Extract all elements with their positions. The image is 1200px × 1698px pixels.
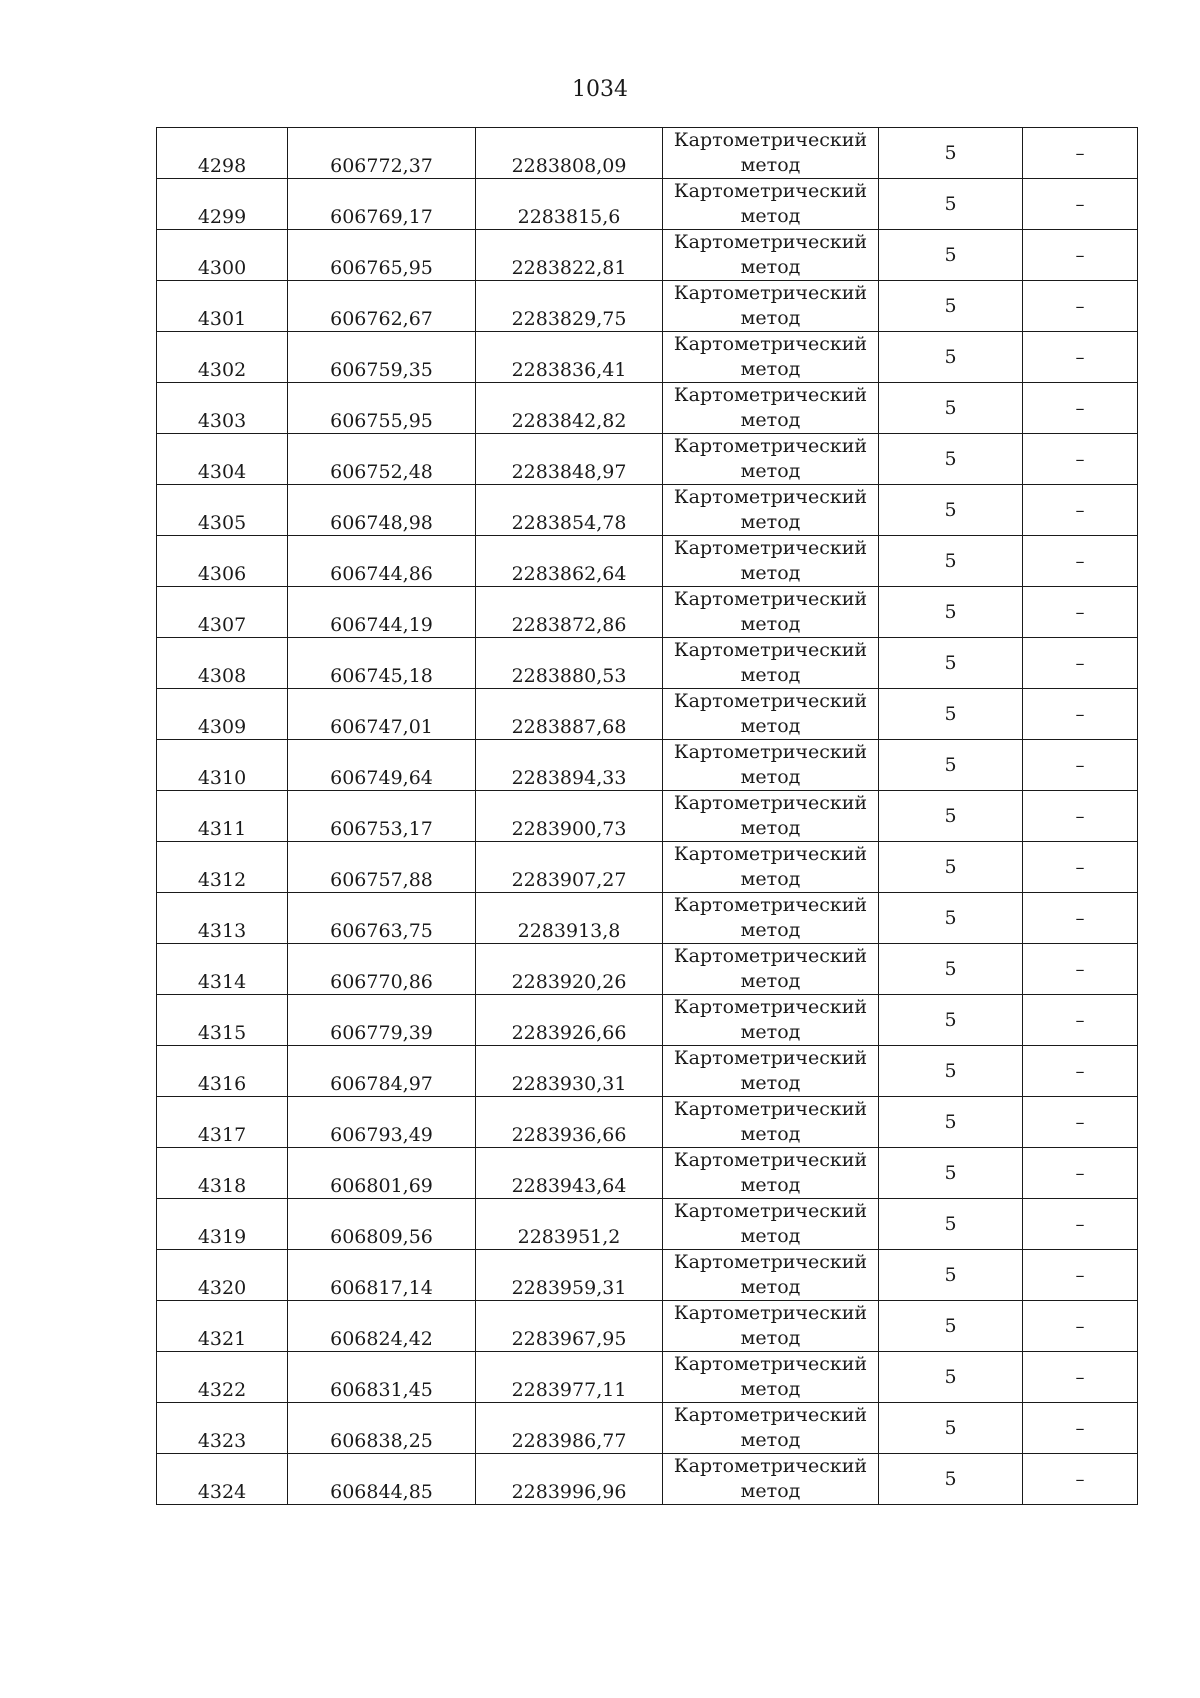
accuracy-cell: 5 — [879, 1454, 1023, 1505]
x-coordinate-cell: 606763,75 — [288, 893, 476, 944]
accuracy-cell: 5 — [879, 791, 1023, 842]
method-line-1: Картометрический — [673, 690, 868, 712]
point-number-cell: 4307 — [157, 587, 288, 638]
method-line-1: Картометрический — [673, 945, 868, 967]
method-cell — [663, 893, 879, 944]
table-row — [157, 1097, 1138, 1148]
note-cell — [1023, 638, 1138, 689]
x-coordinate-cell: 606745,18 — [288, 638, 476, 689]
method-line-1: Картометрический — [673, 588, 868, 610]
dash-mark: – — [1075, 1214, 1085, 1235]
method-line-1: Картометрический — [673, 1200, 868, 1222]
table-row — [157, 842, 1138, 893]
accuracy-cell: 5 — [879, 281, 1023, 332]
table-row — [157, 128, 1138, 179]
table-row — [157, 995, 1138, 1046]
accuracy-cell: 5 — [879, 383, 1023, 434]
point-number-cell: 4321 — [157, 1301, 288, 1352]
note-cell — [1023, 1046, 1138, 1097]
method-line-1: Картометрический — [673, 129, 868, 151]
x-coordinate-cell: 606744,19 — [288, 587, 476, 638]
method-line-1: Картометрический — [673, 894, 868, 916]
method-line-2: метод — [740, 970, 801, 992]
method-cell — [663, 842, 879, 893]
dash-mark: – — [1075, 602, 1085, 623]
table-row — [157, 1148, 1138, 1199]
y-coordinate-cell: 2283936,66 — [476, 1097, 663, 1148]
method-line-2: метод — [740, 307, 801, 329]
method-line-2: метод — [740, 715, 801, 737]
note-cell — [1023, 1097, 1138, 1148]
x-coordinate-cell: 606762,67 — [288, 281, 476, 332]
method-cell — [663, 638, 879, 689]
method-cell — [663, 485, 879, 536]
method-cell — [663, 230, 879, 281]
x-coordinate-cell: 606752,48 — [288, 434, 476, 485]
accuracy-cell: 5 — [879, 536, 1023, 587]
method-cell — [663, 332, 879, 383]
method-line-1: Картометрический — [673, 1047, 868, 1069]
method-cell — [663, 1199, 879, 1250]
table-row — [157, 1403, 1138, 1454]
method-line-1: Картометрический — [673, 231, 868, 253]
dash-mark: – — [1075, 143, 1085, 164]
note-cell — [1023, 1199, 1138, 1250]
method-cell — [663, 1454, 879, 1505]
table-row — [157, 893, 1138, 944]
dash-mark: – — [1075, 551, 1085, 572]
method-line-2: метод — [740, 1327, 801, 1349]
method-cell — [663, 1352, 879, 1403]
accuracy-cell: 5 — [879, 740, 1023, 791]
x-coordinate-cell: 606757,88 — [288, 842, 476, 893]
x-coordinate-cell: 606817,14 — [288, 1250, 476, 1301]
dash-mark: – — [1075, 1469, 1085, 1490]
y-coordinate-cell: 2283967,95 — [476, 1301, 663, 1352]
method-line-2: метод — [740, 1276, 801, 1298]
dash-mark: – — [1075, 1112, 1085, 1133]
y-coordinate-cell: 2283848,97 — [476, 434, 663, 485]
y-coordinate-cell: 2283926,66 — [476, 995, 663, 1046]
dash-mark: – — [1075, 1316, 1085, 1337]
table-row — [157, 1046, 1138, 1097]
y-coordinate-cell: 2283854,78 — [476, 485, 663, 536]
method-cell — [663, 689, 879, 740]
x-coordinate-cell: 606753,17 — [288, 791, 476, 842]
table-row — [157, 536, 1138, 587]
note-cell — [1023, 842, 1138, 893]
method-line-1: Картометрический — [673, 486, 868, 508]
method-line-2: метод — [740, 1429, 801, 1451]
y-coordinate-cell: 2283880,53 — [476, 638, 663, 689]
accuracy-cell: 5 — [879, 995, 1023, 1046]
method-line-1: Картометрический — [673, 1149, 868, 1171]
note-cell — [1023, 230, 1138, 281]
method-line-2: метод — [740, 409, 801, 431]
point-number-cell: 4316 — [157, 1046, 288, 1097]
y-coordinate-cell: 2283900,73 — [476, 791, 663, 842]
dash-mark: – — [1075, 806, 1085, 827]
note-cell — [1023, 944, 1138, 995]
y-coordinate-cell: 2283842,82 — [476, 383, 663, 434]
x-coordinate-cell: 606755,95 — [288, 383, 476, 434]
point-number-cell: 4319 — [157, 1199, 288, 1250]
x-coordinate-cell: 606779,39 — [288, 995, 476, 1046]
table-row — [157, 689, 1138, 740]
dash-mark: – — [1075, 398, 1085, 419]
method-cell — [663, 740, 879, 791]
accuracy-cell: 5 — [879, 1352, 1023, 1403]
point-number-cell: 4299 — [157, 179, 288, 230]
method-line-2: метод — [740, 1072, 801, 1094]
y-coordinate-cell: 2283951,2 — [476, 1199, 663, 1250]
method-cell — [663, 995, 879, 1046]
accuracy-cell: 5 — [879, 230, 1023, 281]
dash-mark: – — [1075, 194, 1085, 215]
note-cell — [1023, 1352, 1138, 1403]
table-row — [157, 1199, 1138, 1250]
dash-mark: – — [1075, 959, 1085, 980]
note-cell — [1023, 536, 1138, 587]
x-coordinate-cell: 606838,25 — [288, 1403, 476, 1454]
y-coordinate-cell: 2283907,27 — [476, 842, 663, 893]
note-cell — [1023, 179, 1138, 230]
accuracy-cell: 5 — [879, 689, 1023, 740]
x-coordinate-cell: 606831,45 — [288, 1352, 476, 1403]
method-line-1: Картометрический — [673, 537, 868, 559]
table-row — [157, 1454, 1138, 1505]
accuracy-cell: 5 — [879, 332, 1023, 383]
method-line-2: метод — [740, 562, 801, 584]
method-line-2: метод — [740, 664, 801, 686]
x-coordinate-cell: 606744,86 — [288, 536, 476, 587]
method-line-2: метод — [740, 205, 801, 227]
x-coordinate-cell: 606801,69 — [288, 1148, 476, 1199]
note-cell — [1023, 1454, 1138, 1505]
dash-mark: – — [1075, 1010, 1085, 1031]
point-number-cell: 4308 — [157, 638, 288, 689]
dash-mark: – — [1075, 449, 1085, 470]
x-coordinate-cell: 606784,97 — [288, 1046, 476, 1097]
accuracy-cell: 5 — [879, 128, 1023, 179]
dash-mark: – — [1075, 704, 1085, 725]
method-cell — [663, 587, 879, 638]
accuracy-cell: 5 — [879, 1199, 1023, 1250]
accuracy-cell: 5 — [879, 1046, 1023, 1097]
point-number-cell: 4302 — [157, 332, 288, 383]
note-cell — [1023, 689, 1138, 740]
method-cell — [663, 1097, 879, 1148]
y-coordinate-cell: 2283943,64 — [476, 1148, 663, 1199]
table-row — [157, 383, 1138, 434]
point-number-cell: 4318 — [157, 1148, 288, 1199]
note-cell — [1023, 1148, 1138, 1199]
method-line-1: Картометрический — [673, 996, 868, 1018]
y-coordinate-cell: 2283815,6 — [476, 179, 663, 230]
dash-mark: – — [1075, 296, 1085, 317]
x-coordinate-cell: 606793,49 — [288, 1097, 476, 1148]
accuracy-cell: 5 — [879, 1301, 1023, 1352]
dash-mark: – — [1075, 1265, 1085, 1286]
note-cell — [1023, 383, 1138, 434]
method-cell — [663, 791, 879, 842]
point-number-cell: 4310 — [157, 740, 288, 791]
method-line-1: Картометрический — [673, 435, 868, 457]
method-cell — [663, 1046, 879, 1097]
method-cell — [663, 383, 879, 434]
y-coordinate-cell: 2283986,77 — [476, 1403, 663, 1454]
method-cell — [663, 1403, 879, 1454]
table-row — [157, 1301, 1138, 1352]
point-number-cell: 4306 — [157, 536, 288, 587]
x-coordinate-cell: 606772,37 — [288, 128, 476, 179]
note-cell — [1023, 893, 1138, 944]
method-line-1: Картометрический — [673, 180, 868, 202]
point-number-cell: 4320 — [157, 1250, 288, 1301]
note-cell — [1023, 128, 1138, 179]
y-coordinate-cell: 2283913,8 — [476, 893, 663, 944]
x-coordinate-cell: 606747,01 — [288, 689, 476, 740]
method-cell — [663, 944, 879, 995]
method-line-1: Картометрический — [673, 843, 868, 865]
accuracy-cell: 5 — [879, 893, 1023, 944]
point-number-cell: 4315 — [157, 995, 288, 1046]
method-line-1: Картометрический — [673, 1404, 868, 1426]
method-line-2: метод — [740, 1174, 801, 1196]
note-cell — [1023, 1250, 1138, 1301]
point-number-cell: 4303 — [157, 383, 288, 434]
y-coordinate-cell: 2283808,09 — [476, 128, 663, 179]
point-number-cell: 4304 — [157, 434, 288, 485]
y-coordinate-cell: 2283930,31 — [476, 1046, 663, 1097]
point-number-cell: 4317 — [157, 1097, 288, 1148]
dash-mark: – — [1075, 1061, 1085, 1082]
note-cell — [1023, 485, 1138, 536]
dash-mark: – — [1075, 1418, 1085, 1439]
point-number-cell: 4312 — [157, 842, 288, 893]
dash-mark: – — [1075, 500, 1085, 521]
accuracy-cell: 5 — [879, 434, 1023, 485]
table-row — [157, 434, 1138, 485]
note-cell — [1023, 281, 1138, 332]
table-row — [157, 281, 1138, 332]
point-number-cell: 4301 — [157, 281, 288, 332]
method-line-2: метод — [740, 256, 801, 278]
dash-mark: – — [1075, 653, 1085, 674]
accuracy-cell: 5 — [879, 179, 1023, 230]
method-line-1: Картометрический — [673, 1455, 868, 1477]
note-cell — [1023, 1403, 1138, 1454]
accuracy-cell: 5 — [879, 485, 1023, 536]
x-coordinate-cell: 606769,17 — [288, 179, 476, 230]
y-coordinate-cell: 2283977,11 — [476, 1352, 663, 1403]
method-cell — [663, 1250, 879, 1301]
y-coordinate-cell: 2283887,68 — [476, 689, 663, 740]
y-coordinate-cell: 2283894,33 — [476, 740, 663, 791]
method-line-1: Картометрический — [673, 333, 868, 355]
method-line-1: Картометрический — [673, 1302, 868, 1324]
y-coordinate-cell: 2283996,96 — [476, 1454, 663, 1505]
point-number-cell: 4324 — [157, 1454, 288, 1505]
x-coordinate-cell: 606759,35 — [288, 332, 476, 383]
dash-mark: – — [1075, 347, 1085, 368]
dash-mark: – — [1075, 1367, 1085, 1388]
page-number: 1034 — [572, 77, 628, 102]
accuracy-cell: 5 — [879, 1403, 1023, 1454]
table-row — [157, 587, 1138, 638]
method-line-2: метод — [740, 460, 801, 482]
accuracy-cell: 5 — [879, 842, 1023, 893]
accuracy-cell: 5 — [879, 638, 1023, 689]
note-cell — [1023, 740, 1138, 791]
y-coordinate-cell: 2283872,86 — [476, 587, 663, 638]
x-coordinate-cell: 606770,86 — [288, 944, 476, 995]
point-number-cell: 4305 — [157, 485, 288, 536]
accuracy-cell: 5 — [879, 587, 1023, 638]
y-coordinate-cell: 2283822,81 — [476, 230, 663, 281]
table-row — [157, 179, 1138, 230]
method-line-2: метод — [740, 358, 801, 380]
dash-mark: – — [1075, 245, 1085, 266]
point-number-cell: 4311 — [157, 791, 288, 842]
table-row — [157, 485, 1138, 536]
method-line-2: метод — [740, 1225, 801, 1247]
accuracy-cell: 5 — [879, 944, 1023, 995]
note-cell — [1023, 434, 1138, 485]
x-coordinate-cell: 606748,98 — [288, 485, 476, 536]
method-cell — [663, 434, 879, 485]
point-number-cell: 4323 — [157, 1403, 288, 1454]
method-line-2: метод — [740, 817, 801, 839]
method-cell — [663, 128, 879, 179]
coordinates-table — [156, 127, 1138, 1505]
method-line-1: Картометрический — [673, 1251, 868, 1273]
dash-mark: – — [1075, 908, 1085, 929]
table-body — [157, 128, 1138, 1505]
method-cell — [663, 281, 879, 332]
y-coordinate-cell: 2283959,31 — [476, 1250, 663, 1301]
method-line-1: Картометрический — [673, 282, 868, 304]
dash-mark: – — [1075, 1163, 1085, 1184]
dash-mark: – — [1075, 755, 1085, 776]
accuracy-cell: 5 — [879, 1250, 1023, 1301]
method-line-1: Картометрический — [673, 741, 868, 763]
point-number-cell: 4313 — [157, 893, 288, 944]
y-coordinate-cell: 2283829,75 — [476, 281, 663, 332]
x-coordinate-cell: 606765,95 — [288, 230, 476, 281]
method-line-2: метод — [740, 511, 801, 533]
method-line-2: метод — [740, 1480, 801, 1502]
point-number-cell: 4309 — [157, 689, 288, 740]
note-cell — [1023, 332, 1138, 383]
method-line-1: Картометрический — [673, 384, 868, 406]
method-line-2: метод — [740, 868, 801, 890]
accuracy-cell: 5 — [879, 1097, 1023, 1148]
method-cell — [663, 1148, 879, 1199]
point-number-cell: 4314 — [157, 944, 288, 995]
method-line-2: метод — [740, 919, 801, 941]
point-number-cell: 4300 — [157, 230, 288, 281]
method-cell — [663, 1301, 879, 1352]
method-line-2: метод — [740, 1123, 801, 1145]
table-row — [157, 1250, 1138, 1301]
method-line-2: метод — [740, 613, 801, 635]
method-cell — [663, 536, 879, 587]
method-line-2: метод — [740, 1021, 801, 1043]
table-row — [157, 791, 1138, 842]
x-coordinate-cell: 606749,64 — [288, 740, 476, 791]
table-row — [157, 944, 1138, 995]
table-row — [157, 332, 1138, 383]
method-cell — [663, 179, 879, 230]
y-coordinate-cell: 2283862,64 — [476, 536, 663, 587]
method-line-2: метод — [740, 1378, 801, 1400]
accuracy-cell: 5 — [879, 1148, 1023, 1199]
method-line-2: метод — [740, 154, 801, 176]
table-row — [157, 740, 1138, 791]
x-coordinate-cell: 606809,56 — [288, 1199, 476, 1250]
method-line-1: Картометрический — [673, 1098, 868, 1120]
y-coordinate-cell: 2283920,26 — [476, 944, 663, 995]
dash-mark: – — [1075, 857, 1085, 878]
method-line-1: Картометрический — [673, 792, 868, 814]
note-cell — [1023, 791, 1138, 842]
table-row — [157, 230, 1138, 281]
table-row — [157, 1352, 1138, 1403]
x-coordinate-cell: 606844,85 — [288, 1454, 476, 1505]
point-number-cell: 4298 — [157, 128, 288, 179]
note-cell — [1023, 587, 1138, 638]
method-line-1: Картометрический — [673, 1353, 868, 1375]
method-line-1: Картометрический — [673, 639, 868, 661]
point-number-cell: 4322 — [157, 1352, 288, 1403]
note-cell — [1023, 1301, 1138, 1352]
table-row — [157, 638, 1138, 689]
note-cell — [1023, 995, 1138, 1046]
method-line-2: метод — [740, 766, 801, 788]
x-coordinate-cell: 606824,42 — [288, 1301, 476, 1352]
y-coordinate-cell: 2283836,41 — [476, 332, 663, 383]
